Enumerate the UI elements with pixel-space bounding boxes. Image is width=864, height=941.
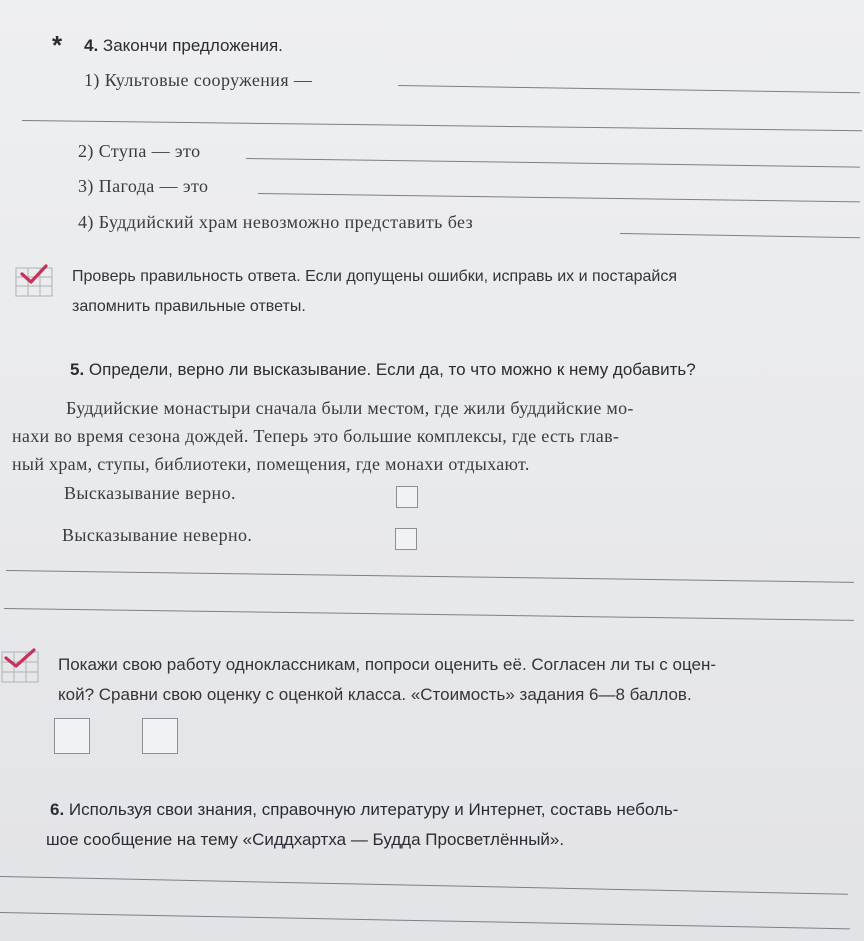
- check1-line1: Проверь правильность ответа. Если допущены ошибки, исправь их и постарайся: [72, 268, 677, 285]
- task5-heading: [70, 360, 696, 380]
- task6-line1: [50, 800, 678, 820]
- task5-title: Определи, верно ли высказывание. Если да, то что можно к нему добавить?: [88, 360, 696, 379]
- task5-number: 5.: [70, 360, 85, 379]
- answer-line-5-2[interactable]: [4, 608, 854, 621]
- task4-heading: [84, 36, 283, 56]
- task6-number: 6.: [50, 800, 65, 819]
- star-icon: *: [52, 30, 63, 60]
- answer-line-4-2[interactable]: [246, 158, 860, 168]
- task5-text-line1: Буддийские монастыри сначала были местом, где жили буддийские мо-: [66, 398, 634, 418]
- check2-line1: Покажи свою работу одноклассникам, попроси оценить её. Согласен ли ты с оцен-: [58, 655, 717, 674]
- task6-text-line2: шое сообщение на тему «Сиддхартха — Будда Просветлённый».: [46, 830, 565, 849]
- task4-item-3: 3) Пагода — это: [78, 176, 209, 196]
- option-true-label: Высказывание верно.: [64, 483, 236, 503]
- task5-text-line2: нахи во время сезона дождей. Теперь это большие комплексы, где есть глав-: [12, 426, 620, 446]
- answer-line-4-3[interactable]: [258, 193, 860, 202]
- task4-title: Закончи предложения.: [102, 36, 283, 55]
- self-score-box[interactable]: [54, 718, 90, 754]
- check2-line2: кой? Сравни свою оценку с оценкой класса. «Стоимость» задания 6—8 баллов.: [58, 685, 692, 704]
- answer-line-4-4[interactable]: [620, 233, 860, 238]
- class-score-box[interactable]: [142, 718, 178, 754]
- task4-item-4: 4) Буддийский храм невозможно представить без: [78, 212, 474, 232]
- option-false-checkbox[interactable]: [395, 528, 417, 550]
- option-false-label: Высказывание неверно.: [62, 525, 253, 545]
- task4-item-2: 2) Ступа — это: [78, 141, 201, 161]
- self-check-icon: [12, 262, 56, 300]
- answer-line-4-1[interactable]: [398, 85, 860, 93]
- answer-line-6-1[interactable]: [0, 876, 848, 895]
- task4-item-1: 1) Культовые сооружения —: [84, 70, 313, 90]
- answer-line-4-1b[interactable]: [22, 120, 862, 131]
- peer-check-icon: [0, 644, 44, 686]
- option-true-checkbox[interactable]: [396, 486, 418, 508]
- task6-text-line1: Используя свои знания, справочную литературу и Интернет, составь неболь-: [68, 800, 679, 819]
- task4-number: 4.: [84, 36, 99, 55]
- check1-line2: запомнить правильные ответы.: [72, 298, 306, 315]
- answer-line-5-1[interactable]: [6, 570, 854, 583]
- task5-text-line3: ный храм, ступы, библиотеки, помещения, где монахи отдыхают.: [12, 454, 530, 474]
- answer-line-6-2[interactable]: [0, 912, 850, 929]
